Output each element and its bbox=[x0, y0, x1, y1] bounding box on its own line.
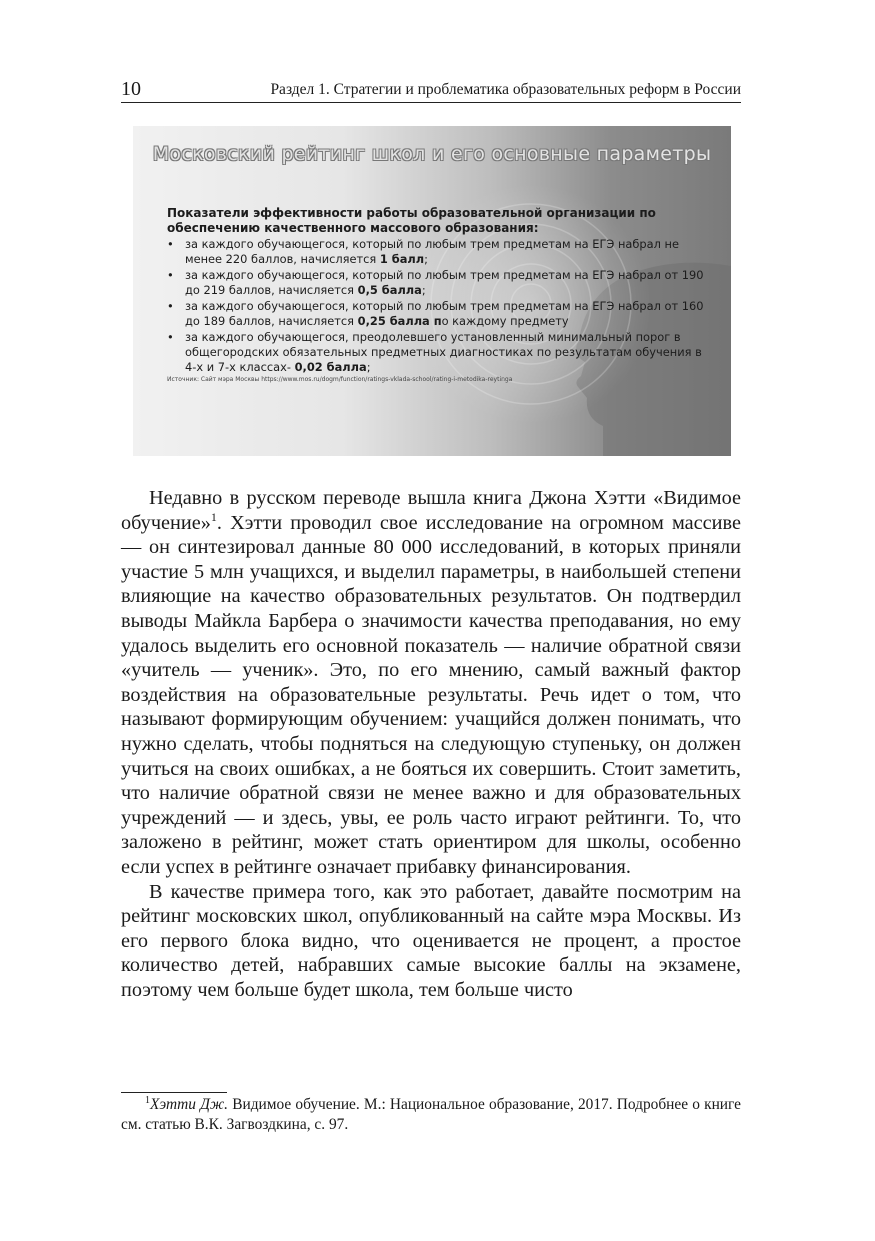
paragraph-2: В качестве примера того, как это работает, давайте посмотрим на рейтинг московских школ, опубликованный на сайте мэра Москвы. Из его первого блока видно, что оценивается не процент, а простое количество детей, набравших самые высокие баллы на экзамене, поэтому чем больше будет школа, тем больше чисто bbox=[121, 880, 741, 1001]
footnote-number: 1 bbox=[145, 1094, 150, 1106]
slide-list bbox=[167, 237, 707, 375]
footnote bbox=[121, 1095, 741, 1135]
slide-source: Источник: Сайт мэра Москвы https://www.mos.ru/dogm/function/ratings-vklada-school/rating-i-metodika-reytinga bbox=[167, 376, 513, 383]
page-number: 10 bbox=[121, 78, 141, 100]
bullet-icon: • bbox=[167, 330, 174, 344]
bullet-icon: • bbox=[167, 268, 174, 282]
footnote-text: Видимое обучение. М.: Национальное образование, 2017. Подробнее о книге см. статью В.К. Загвоздкина, с. 97. bbox=[121, 1096, 741, 1133]
slide-image bbox=[133, 126, 731, 456]
list-item: • за каждого обучающегося, преодолевшего установленный минимальный порог в общегородских обязательных предметных диагностиках по результатам обучения в 4-х и 7-х классах- 0,02 балла; bbox=[167, 330, 702, 374]
slide-title: Московский рейтинг школ и его основные параметры bbox=[152, 143, 712, 165]
list-item: • за каждого обучающегося, который по любым трем предметам на ЕГЭ набрал от 190 до 219 баллов, начисляется 0,5 балла; bbox=[167, 268, 704, 297]
footnote-divider bbox=[121, 1092, 227, 1093]
footnote-ref: 1 bbox=[210, 509, 217, 524]
running-title: Раздел 1. Стратегии и проблематика образовательных реформ в России bbox=[270, 81, 741, 98]
body-text bbox=[121, 486, 741, 1002]
list-item: • за каждого обучающегося, который по любым трем предметам на ЕГЭ набрал от 160 до 189 баллов, начисляется 0,25 балла по каждому предмету bbox=[167, 299, 704, 328]
page-header bbox=[121, 78, 741, 103]
bullet-icon: • bbox=[167, 299, 174, 313]
slide-content bbox=[167, 206, 707, 384]
paragraph-1: Недавно в русском переводе вышла книга Джона Хэтти «Видимое обучение»$^1$. Хэтти проводил свое исследование на огромном массиве — он синтезировал данные 80 000 исследований, в которых приняли участие 5 млн учащихся, и выделил параметры, в наибольшей степени влияющие на качество образовательных результатов. Он подтвердил выводы Майкла Барбера о значимости качества преподавания, но ему удалось выделить его основной показатель — наличие обратной связи «учитель — ученик». Это, по его мнению, самый важный фактор воздействия на образовательные результаты. Речь идет о том, что называют формирующим обучением: учащийся должен понимать, что нужно сделать, чтобы подняться на следующую ступеньку, он должен учиться на своих ошибках, а не бояться их совершить. Стоит заметить, что наличие обратной связи не менее важно и для образовательных учреждений — и здесь, увы, ее роль часто играют рейтинги. То, что заложено в рейтинг, может стать ориентиром для школы, особенно если успех в рейтинге означает прибавку финансирования. bbox=[121, 487, 741, 878]
bullet-icon: • bbox=[167, 237, 174, 251]
footnote-author: Хэтти Дж. bbox=[150, 1096, 229, 1113]
slide-heading: Показатели эффективности работы образовательной организации по обеспечению качественного массового образования: bbox=[167, 206, 656, 235]
list-item: • за каждого обучающегося, который по любым трем предметам на ЕГЭ набрал не менее 220 баллов, начисляется 1 балл; bbox=[167, 237, 679, 266]
